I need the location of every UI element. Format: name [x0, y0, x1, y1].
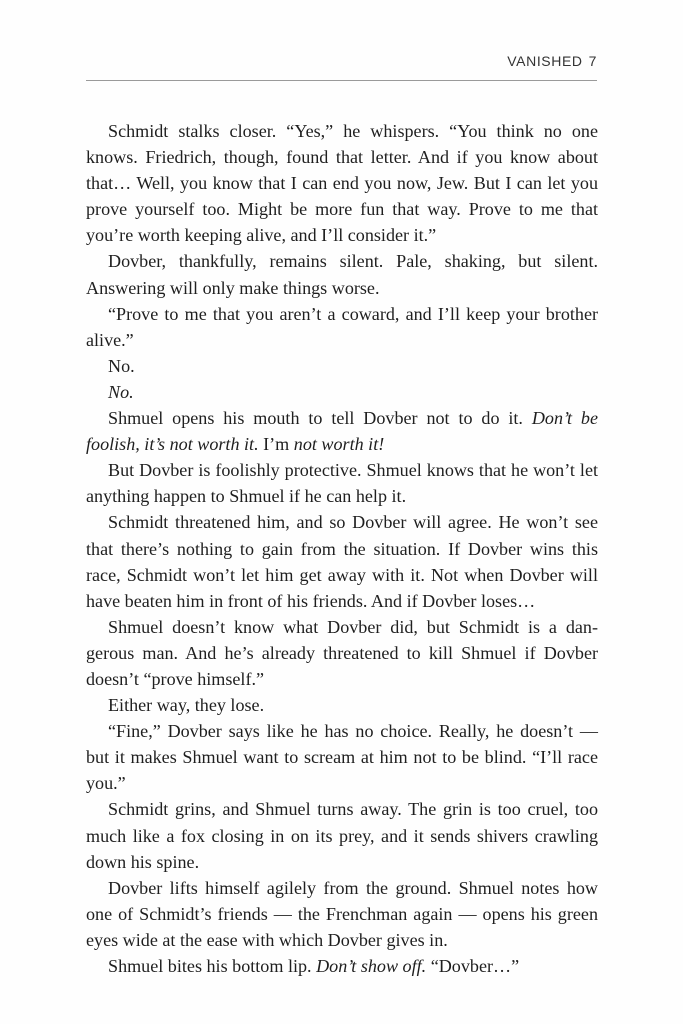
italic-text: Don’t be foolish, it’s not worth it. [86, 408, 598, 455]
paragraph [86, 953, 598, 979]
italic-text: not worth it! [293, 434, 385, 455]
text-run: But Dovber is foolishly protective. Shmuel knows that he won’t let anything happen to Shmuel if he can help it. [86, 460, 598, 507]
running-head [507, 53, 597, 69]
italic-text: Don’t show off. [316, 956, 427, 976]
text-run: “Prove to me that you aren’t a coward, and I’ll keep your brother alive.” [86, 303, 598, 350]
paragraph [86, 718, 598, 796]
italic-text: No. [108, 381, 134, 402]
text-run: “Dovber…” [426, 956, 520, 976]
body-text [86, 118, 598, 979]
book-title: VANISHED [507, 53, 583, 69]
paragraph [86, 379, 598, 405]
text-run: Schmidt threatened him, and so Dovber will agree. He won’t see that there’s nothing to gain from the situation. If Dovber wins this race, Schmidt won’t let him get away with it. Not when Dovber will have beaten him in front of his friends. And if Dovber loses… [86, 512, 598, 611]
paragraph [86, 457, 598, 509]
paragraph [86, 796, 598, 874]
paragraph [86, 353, 598, 379]
text-run: Either way, they lose. [108, 695, 265, 716]
page-header [86, 50, 597, 81]
text-run: Schmidt stalks closer. “Yes,” he whispers. “You think no one knows. Friedrich, though, found that letter. And if you know about that… Well, you know that I can end you now, Jew. But I can let you prove yourself too. Might be more fun that way. Prove to me that you’re worth keeping alive, and I’ll consider it.” [86, 121, 598, 246]
text-run: Shmuel doesn’t know what Dovber did, but Schmidt is a dan-gerous man. And he’s already threatened to kill Shmuel if Dovber doesn’t “prove himself.” [86, 616, 598, 689]
page-number: 7 [588, 53, 597, 69]
text-run: Shmuel bites his bottom lip. [108, 956, 317, 976]
text-run: I’m [258, 434, 294, 455]
paragraph [86, 875, 598, 953]
paragraph [86, 614, 598, 692]
text-run: Shmuel opens his mouth to tell Dovber not to do it. [108, 408, 532, 429]
paragraph [86, 301, 598, 353]
text-run: Schmidt grins, and Shmuel turns away. The grin is too cruel, too much like a fox closing in on its prey, and it sends shivers crawling down his spine. [86, 799, 598, 872]
paragraph [86, 692, 598, 718]
paragraph [86, 405, 598, 457]
paragraph [86, 509, 598, 613]
text-run: No. [108, 355, 135, 376]
paragraph [86, 248, 598, 300]
text-run: Dovber lifts himself agilely from the ground. Shmuel notes how one of Schmidt’s friends — the Frenchman again — opens his green eyes wide at the ease with which Dovber gives in. [86, 877, 598, 950]
text-run: “Fine,” Dovber says like he has no choice. Really, he doesn’t — but it makes Shmuel want to scream at him not to be blind. “I’ll race you.” [86, 721, 598, 794]
text-run: Dovber, thankfully, remains silent. Pale, shaking, but silent. Answering will only make things worse. [86, 251, 598, 298]
paragraph [86, 118, 598, 248]
